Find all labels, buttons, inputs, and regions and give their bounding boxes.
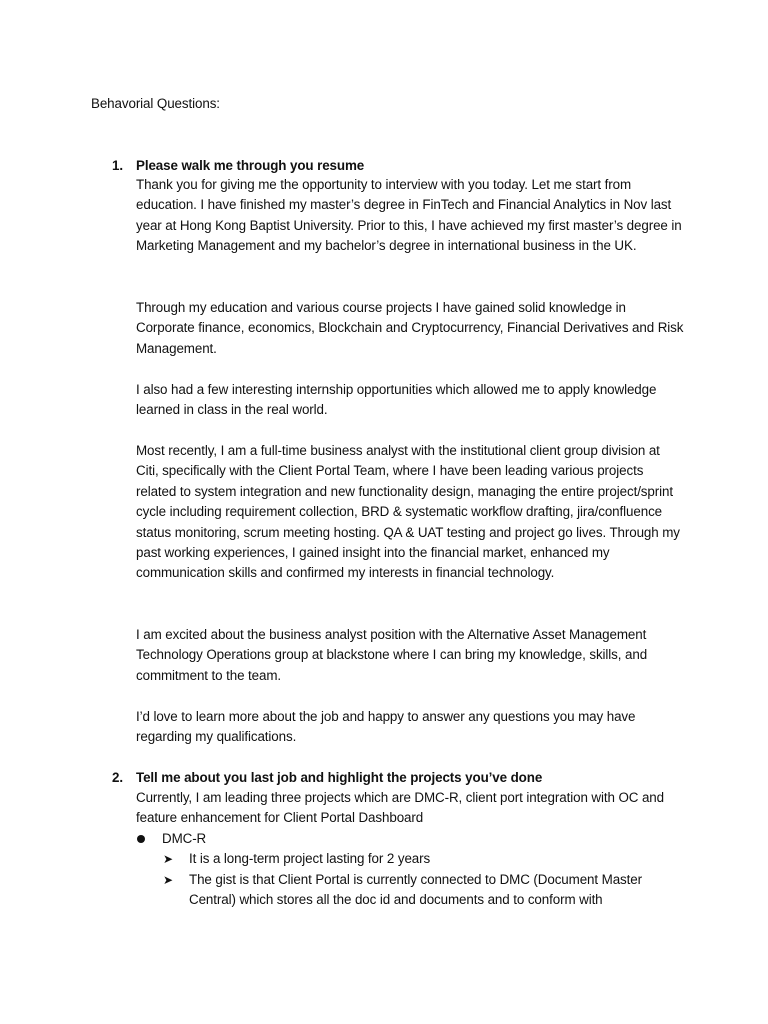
bullet-dot-icon bbox=[137, 835, 145, 843]
answer-paragraph: I’d love to learn more about the job and happy to answer any questions you may have regarding my qualifications. bbox=[136, 709, 636, 745]
answer-paragraph: Most recently, I am a full-time business analyst with the institutional client group division at Citi, specifically with the Client Portal Team, where I have been leading various projects related to system integration and new functionality design, managing the entire project/sprint cycle including requirement collection, BRD & systematic workflow drafting, jira/confluence status monitoring, scrum meeting hosting. QA & UAT testing and project go lives. Through my past working experiences, I gained insight into the financial market, enhanced my communication skills and confirmed my interests in financial technology. bbox=[136, 443, 680, 581]
document-heading: Behavorial Questions: bbox=[91, 96, 220, 111]
arrow-bullet-icon: ➤ bbox=[163, 852, 173, 866]
question-title: Tell me about you last job and highlight the projects you’ve done bbox=[136, 770, 543, 785]
question-number: 2. bbox=[112, 770, 123, 785]
answer-paragraph: I also had a few interesting internship opportunities which allowed me to apply knowledge learned in class in the real world. bbox=[136, 382, 657, 418]
sub-bullet-item: It is a long-term project lasting for 2 years bbox=[189, 851, 431, 866]
answer-paragraph: Thank you for giving me the opportunity to interview with you today. Let me start from education. I have finished my master’s degree in FinTech and Financial Analytics in Nov last year at Hong Kong Baptist University. Prior to this, I have achieved my first master’s degree in Marketing Management and my bachelor’s degree in international business in the UK. bbox=[136, 177, 682, 254]
sub-bullet-item: The gist is that Client Portal is currently connected to DMC (Document Master Central) which stores all the doc id and documents and to conform with bbox=[189, 872, 642, 908]
answer-paragraph: Through my education and various course projects I have gained solid knowledge in Corporate finance, economics, Blockchain and Cryptocurrency, Financial Derivatives and Risk Management. bbox=[136, 300, 684, 356]
question-number: 1. bbox=[112, 158, 123, 173]
question-title: Please walk me through you resume bbox=[136, 158, 365, 173]
arrow-bullet-icon: ➤ bbox=[163, 873, 173, 887]
bullet-item: DMC-R bbox=[162, 831, 207, 846]
answer-paragraph: I am excited about the business analyst position with the Alternative Asset Management Technology Operations group at blackstone where I can bring my knowledge, skills, and commitment to the team. bbox=[136, 627, 648, 683]
answer-paragraph: Currently, I am leading three projects which are DMC-R, client port integration with OC and feature enhancement for Client Portal Dashboard bbox=[136, 790, 664, 826]
